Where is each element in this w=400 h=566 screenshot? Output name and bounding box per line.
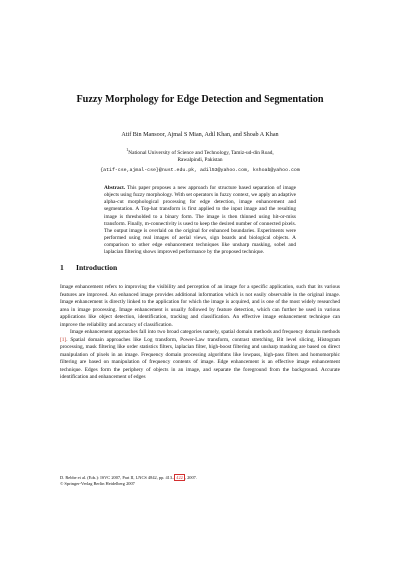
- section-heading-introduction: [60, 263, 340, 273]
- para2-text-b: . Spatial domain approaches like Log transform, Power-Law transform, contrast stretching, Bit level slicing, Histogram processing, mask filtering like order statistics filters, laplacian filter, high-boost filtering and unsharp masking are based on direct manipulation of pixels in an image. Frequency domain processing algorithms like lowpass, high-pass filters and homomorphic filtering are based on manipulation of frequency contents of image. Edge enhancement is an effective image enhancement technique. Edges form the periphery of objects in an image, and separate the foreground from the background. Accurate identification and enhancement of edges: [60, 336, 340, 380]
- page-range-link[interactable]: 422: [176, 475, 183, 480]
- affiliation-line-2: Rawalpindi, Pakistan: [177, 156, 223, 163]
- abstract: [104, 185, 296, 257]
- introduction-body: [60, 284, 340, 382]
- footer-copyright: © Springer-Verlag Berlin Heidelberg 2007: [60, 481, 135, 486]
- abstract-label: Abstract.: [104, 185, 126, 191]
- abstract-text: This paper proposes a new approach for structure based separation of image objects using fuzzy morphology. With set operators in fuzzy context, we apply an adaptive alpha-cut morphological processing for edge detection, image enhancement and segmentation. A Top-hat transform is first applied to the input image and the resulting image is thresholded to a binary form. The image is then thinned using hit-or-miss transform. Finally, m-connectivity is used to keep the desired number of connected pixels. The output image is overlaid on the original for enhanced boundaries. Experiments were performed using real images of aerial views, sign boards and biological objects. A comparison to other edge enhancement techniques like unsharp masking, sobel and laplacian filtering shows improved performance by the proposed technique.: [104, 185, 296, 256]
- affiliation-line-1: National University of Science and Technology, Tamiz-ud-din Road,: [128, 149, 274, 156]
- section-number: 1: [60, 263, 64, 272]
- citation-link[interactable]: [1]: [60, 336, 67, 343]
- section-title: Introduction: [76, 263, 118, 272]
- footer-citation-text-b: , 2007.: [184, 475, 197, 480]
- intro-paragraph-2: [60, 329, 340, 382]
- author-list: Atif Bin Mansoor, Ajmal S Mian, Adil Khan, and Shoab A Khan: [121, 132, 279, 138]
- footer-citation: [60, 474, 340, 481]
- paper-title: Fuzzy Morphology for Edge Detection and Segmentation: [76, 94, 324, 105]
- para2-text-a: Image enhancement approaches fall into two broad categories namely, spatial domain methods and frequency domain methods: [70, 329, 340, 335]
- affiliation-marker: 1: [126, 147, 129, 152]
- intro-paragraph-1: Image enhancement refers to improving the visibility and perception of an image for a specific application, such that its various features are improved. An enhanced image provides additional information which is not easily observable in the original image. Image enhancement is directly linked to the application for which the image is acquired, and is one of the most widely researched area in image processing. Image enhancement is usually followed by feature detection, which can further be used in various applications like object detection, identification, tracking and classification. An effective image enhancement technique can improve the reliability and accuracy of classification.: [60, 284, 340, 328]
- publication-footer: [60, 474, 340, 487]
- footer-citation-text-a: D. Rebbe et al. (Eds.): ISVC 2007, Part II, LNCS 4842, pp. 413–: [60, 475, 175, 480]
- author-emails: {atif-cse,ajmal-cse}@nust.edu.pk, adil53@yahoo.com, kshoab@yahoo.com: [100, 168, 300, 173]
- affiliation: [60, 146, 340, 164]
